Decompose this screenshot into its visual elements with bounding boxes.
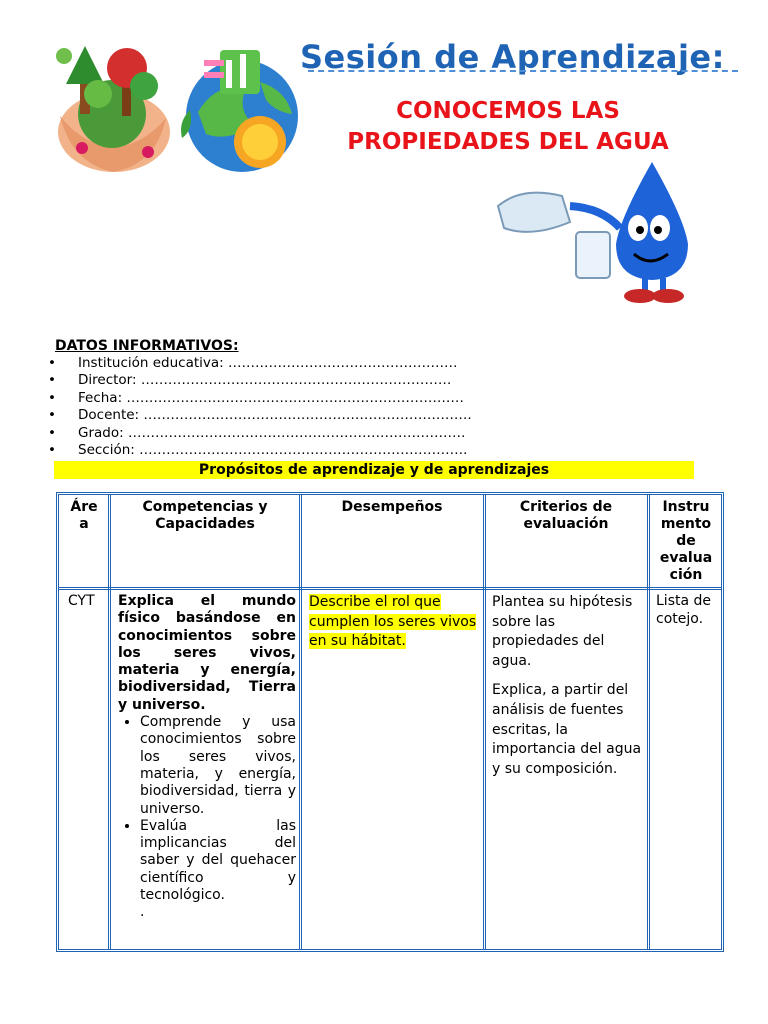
capacidad-item: • Evalúa las implicancias del saber y del quehacer científico y tecnológico. bbox=[140, 818, 296, 904]
title-underline bbox=[308, 70, 738, 72]
datos-item: • Sección: ………………………………………………………………. bbox=[48, 441, 468, 458]
cell-competencias bbox=[118, 593, 296, 922]
header-instrumento: Instru mento de evalua ción bbox=[659, 499, 713, 583]
datos-list bbox=[48, 355, 472, 459]
datos-heading: DATOS INFORMATIVOS: bbox=[55, 338, 239, 354]
header-desempenos: Desempeños bbox=[341, 499, 443, 515]
datos-item: • Institución educativa: …………………………………………… bbox=[48, 355, 458, 371]
table-header-divider bbox=[59, 587, 721, 590]
cell-area: CYT bbox=[68, 593, 95, 609]
hands-holding-trees-icon bbox=[52, 44, 170, 178]
datos-item: • Director: …………………………………………………………… bbox=[48, 372, 452, 389]
header-criterios: Criterios de evaluación bbox=[519, 499, 613, 532]
capacidades-list bbox=[118, 714, 296, 904]
desempeno-text: Describe el rol que cumplen los seres vivos en su hábitat. bbox=[309, 594, 477, 650]
datos-item: • Fecha: ………………………………………………………………… bbox=[48, 389, 464, 406]
datos-item: • Grado: ………………………………………………………………… bbox=[48, 424, 466, 441]
globe-with-sun-icon bbox=[176, 42, 308, 178]
criterio-item: Explica, a partir del análisis de fuentes escritas, la importancia del agua y su composición. bbox=[492, 682, 642, 777]
trailing-dot: . bbox=[140, 904, 145, 921]
header-competencias: Competencias y Capacidades bbox=[142, 499, 268, 532]
water-drop-character-icon bbox=[492, 158, 708, 304]
table-divider bbox=[483, 495, 486, 950]
subtitle-line-2: PROPIEDADES DEL AGUA bbox=[347, 129, 669, 155]
subtitle-line-1: CONOCEMOS LAS bbox=[396, 98, 620, 124]
capacidad-item: • Comprende y usa conocimientos sobre los seres vivos, materia, y energía, biodiversidad, tierra y universo. bbox=[140, 714, 296, 818]
purpose-banner: Propósitos de aprendizaje y de aprendizajes bbox=[54, 461, 694, 479]
session-subtitle bbox=[318, 96, 698, 158]
page-title: Sesión de Aprendizaje: bbox=[300, 38, 725, 76]
cell-desempeno bbox=[309, 593, 479, 652]
criterio-item: Plantea su hipótesis sobre las propiedades del agua. bbox=[492, 594, 633, 669]
competencia-title: Explica el mundo físico basándose en conocimientos sobre los seres vivos, materia y energía, biodiversidad, Tierra y universo. bbox=[118, 593, 296, 713]
table-divider bbox=[647, 495, 650, 950]
table-divider bbox=[108, 495, 111, 950]
cell-criterios bbox=[492, 593, 646, 789]
table-divider bbox=[299, 495, 302, 950]
cell-instrumento: Lista de cotejo. bbox=[656, 593, 712, 627]
datos-item: • Docente: ………………………………………………………………. bbox=[48, 407, 472, 424]
header-area: Áre a bbox=[70, 499, 98, 532]
